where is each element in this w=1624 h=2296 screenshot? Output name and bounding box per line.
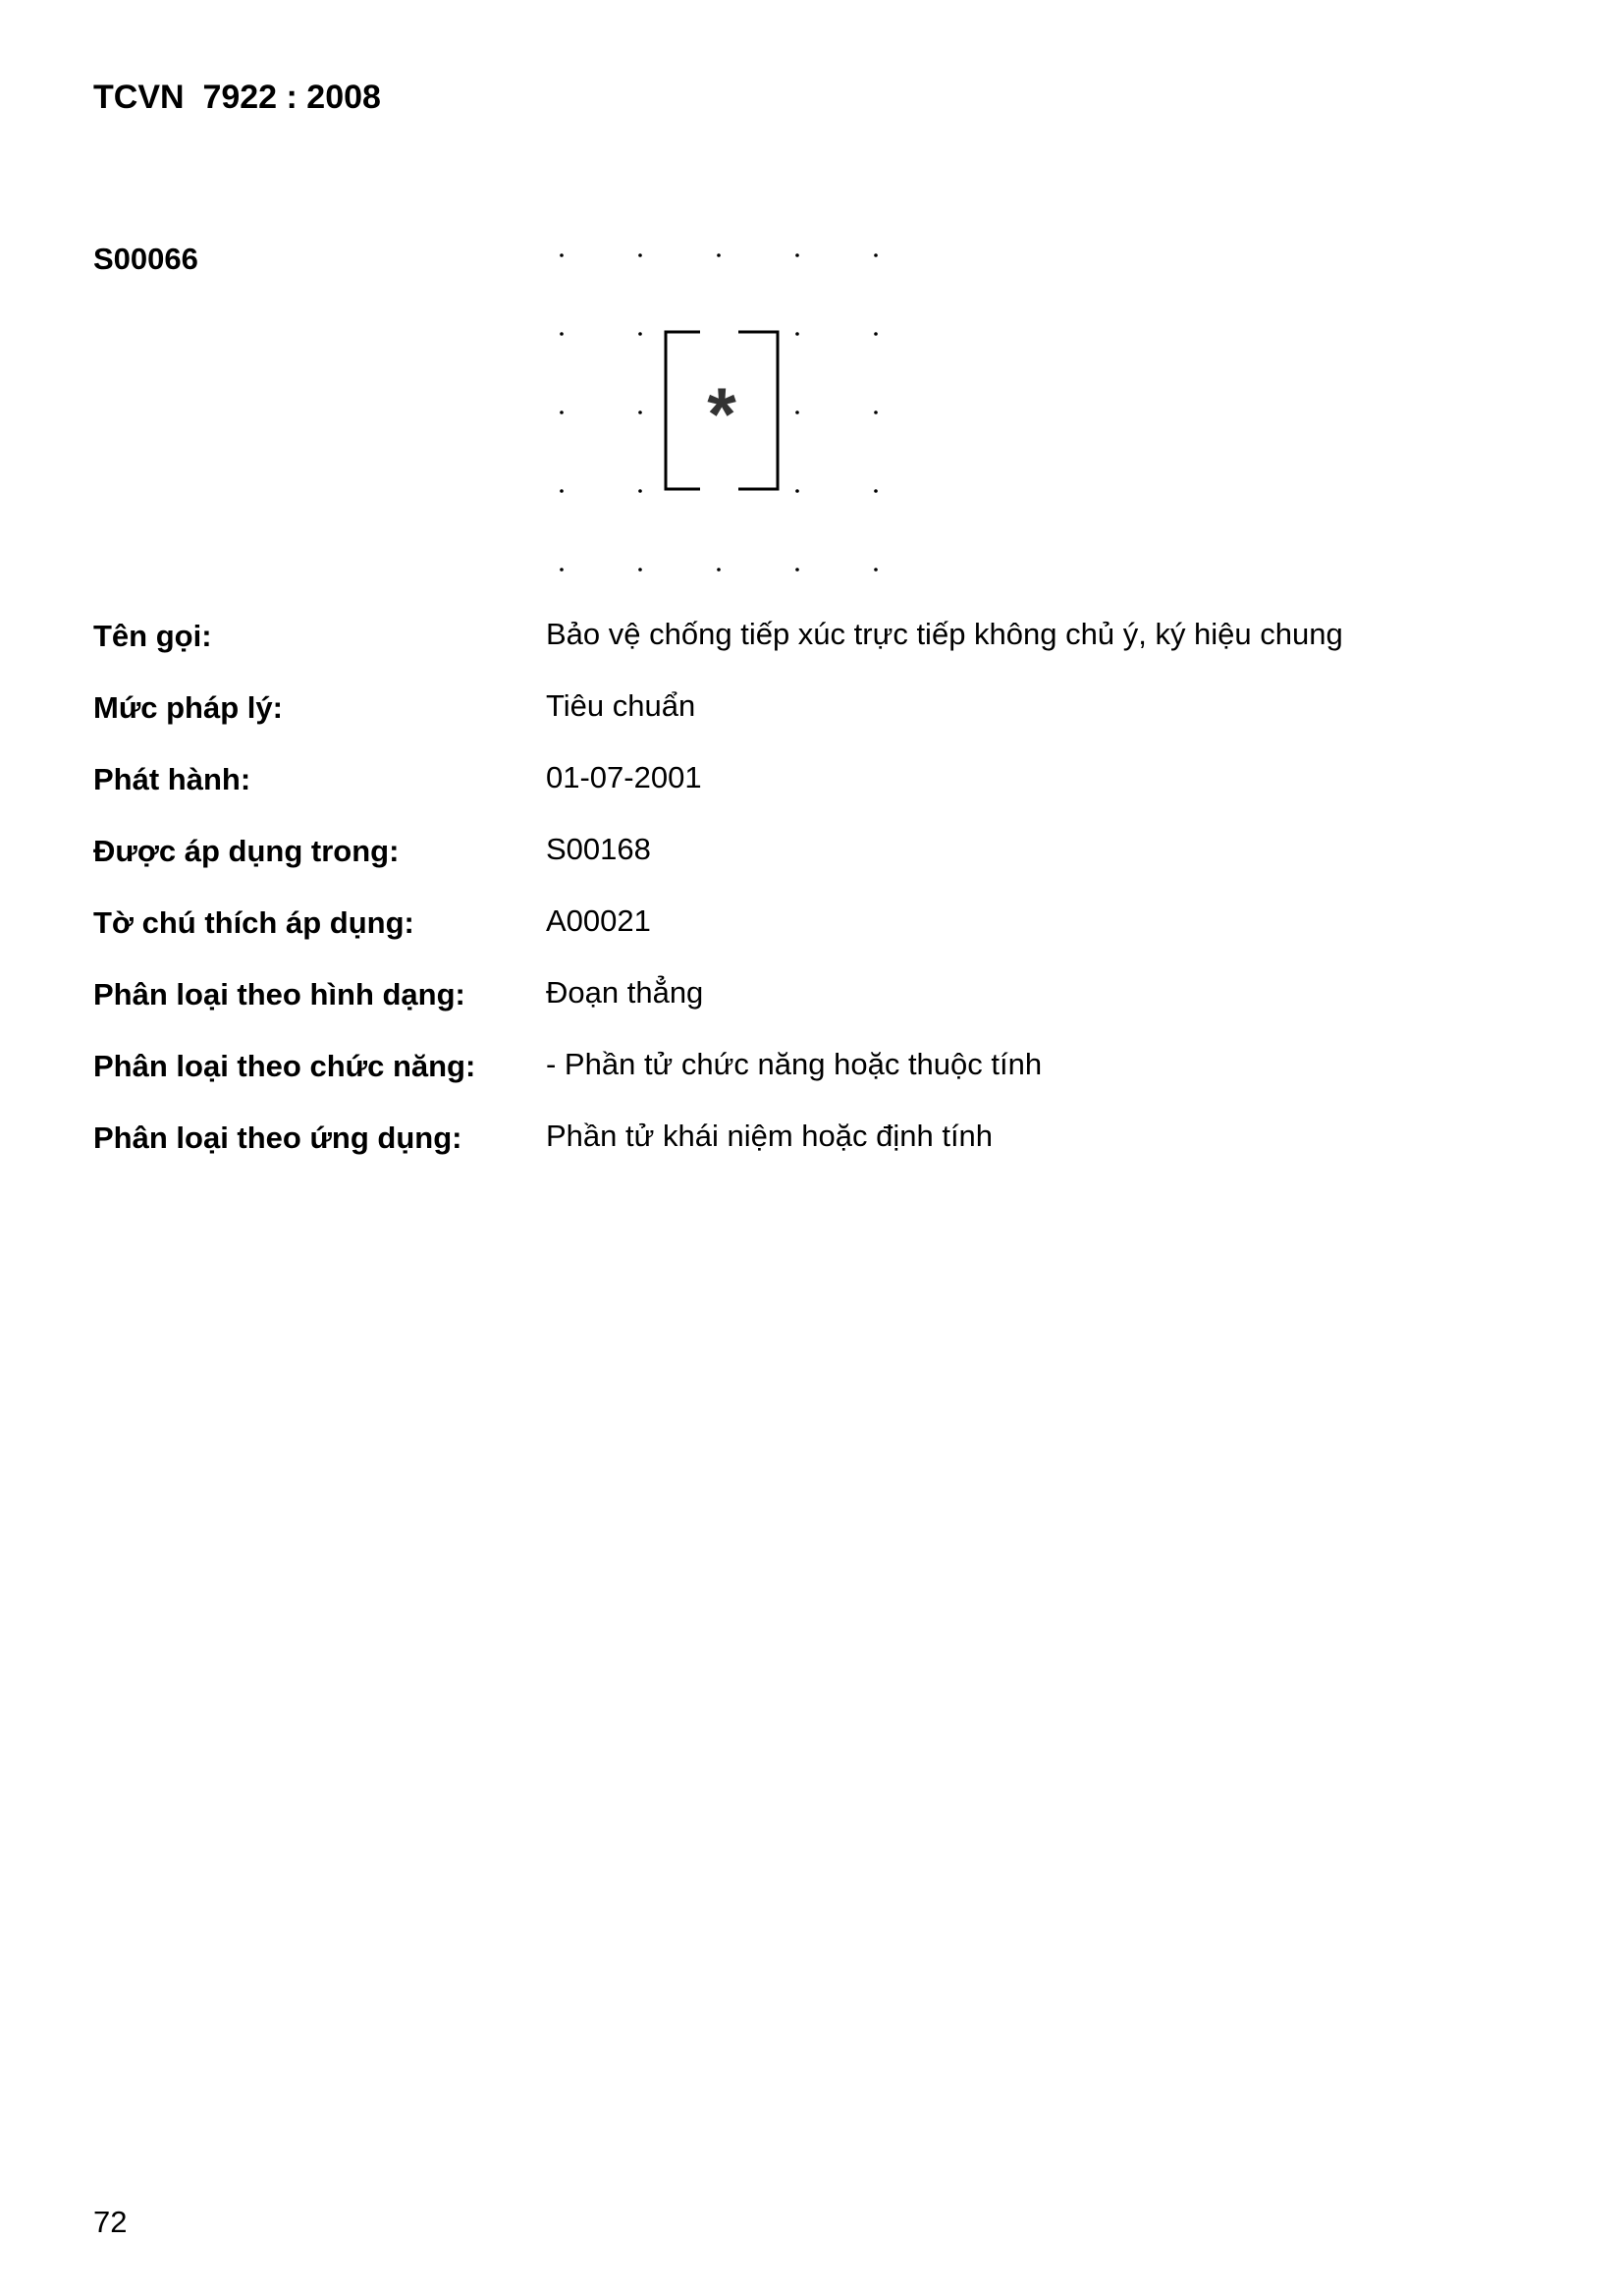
page-number: 72 — [93, 2205, 128, 2239]
info-label: Phân loại theo hình dạng: — [93, 977, 465, 1011]
standard-code: TCVN 7922 : 2008 — [93, 79, 381, 116]
info-label: Mức pháp lý: — [93, 690, 283, 725]
info-value: - Phần tử chức năng hoặc thuộc tính — [546, 1047, 1043, 1081]
right-bracket — [738, 332, 778, 489]
info-label: Phân loại theo ứng dụng: — [93, 1121, 462, 1155]
left-bracket — [666, 332, 700, 489]
info-label: Tên gọi: — [93, 619, 212, 653]
info-label: Phát hành: — [93, 762, 251, 796]
info-label: Phân loại theo chức năng: — [93, 1049, 476, 1083]
info-value: S00168 — [546, 832, 651, 866]
info-value: 01-07-2001 — [546, 760, 702, 794]
asterisk-glyph: * — [707, 373, 736, 457]
info-value: Phần tử khái niệm hoặc định tính — [546, 1119, 994, 1153]
info-value: Đoạn thẳng — [546, 975, 704, 1010]
symbol-figure — [530, 226, 903, 589]
info-value: Tiêu chuẩn — [546, 688, 696, 723]
info-label: Tờ chú thích áp dụng: — [93, 905, 414, 940]
info-value: Bảo vệ chống tiếp xúc trực tiếp không chủ ý, ký hiệu chung — [546, 617, 1343, 651]
info-value: A00021 — [546, 903, 651, 938]
symbol-id: S00066 — [93, 242, 198, 276]
info-label: Được áp dụng trong: — [93, 834, 400, 868]
